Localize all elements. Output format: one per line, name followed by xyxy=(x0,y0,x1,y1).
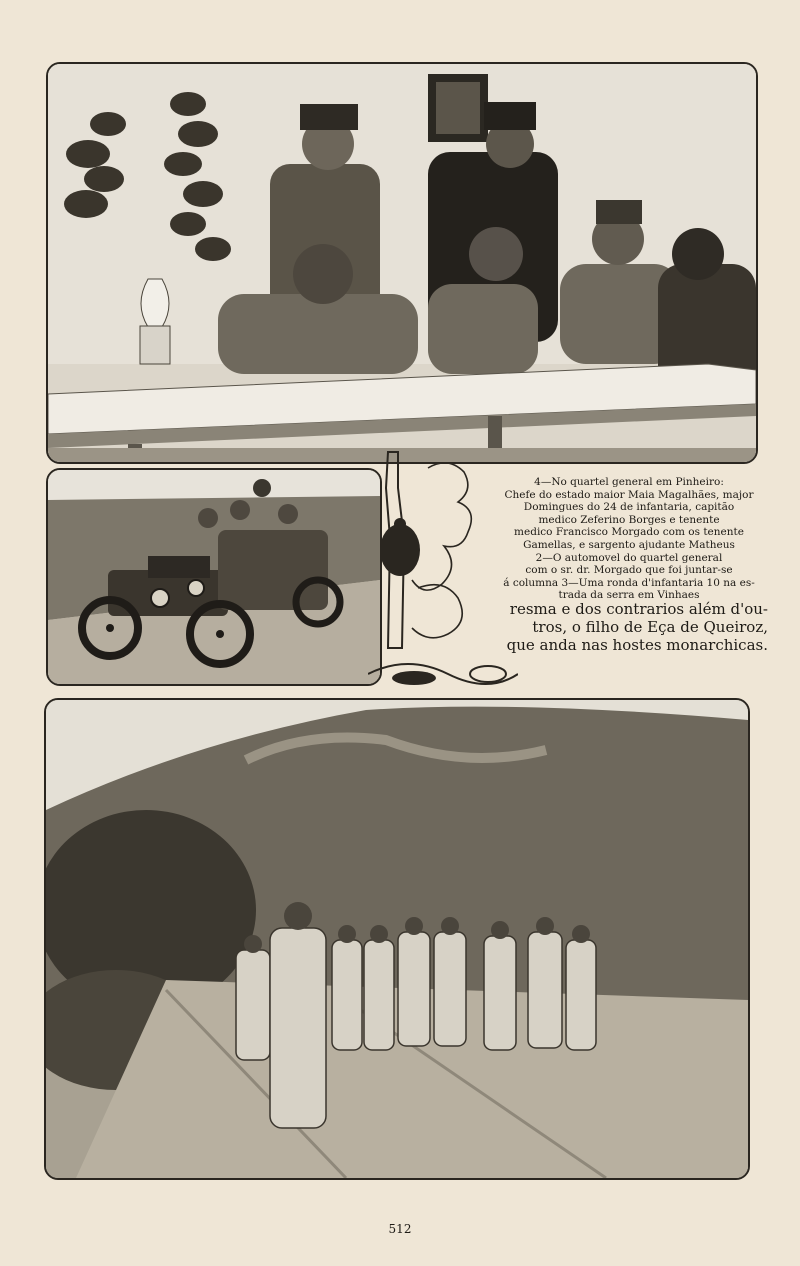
body-line: resma e dos contrarios além d'ou- xyxy=(509,600,768,618)
photo-automobile xyxy=(46,468,382,686)
photo-headquarters-illustration xyxy=(48,64,756,462)
photo-infantry-patrol xyxy=(44,698,750,1180)
body-line: tros, o filho de Eça de Queiroz, xyxy=(532,618,768,636)
caption-line: 2—O automovel do quartel general xyxy=(535,551,723,564)
article-body-text xyxy=(472,600,768,654)
caption-line: 4—No quartel general em Pinheiro: xyxy=(534,476,724,488)
page-number: 512 xyxy=(388,1222,412,1236)
caption-line: com o sr. dr. Morgado que foi juntar-se xyxy=(525,564,733,577)
caption-line: medico Francisco Morgado com os tenente xyxy=(514,526,744,539)
caption-line: á columna 3—Uma ronda d'infantaria 10 na es- xyxy=(503,576,755,589)
caption-line: Gamellas, e sargento ajudante Matheus xyxy=(523,538,735,551)
caption-line: trada da serra em Vinhaes xyxy=(558,589,700,602)
caption-line: Chefe do estado maior Maia Magalhães, major xyxy=(504,488,754,501)
photo-headquarters xyxy=(46,62,758,464)
photo-automobile-illustration xyxy=(48,470,380,684)
caption-line: medico Zeferino Borges e tenente xyxy=(538,513,720,526)
caption-line: Domingues do 24 de infantaria, capitão xyxy=(523,501,735,514)
photo-caption xyxy=(490,476,768,602)
photo-infantry-patrol-illustration xyxy=(46,700,748,1178)
body-line: que anda nas hostes monarchicas. xyxy=(506,636,768,654)
